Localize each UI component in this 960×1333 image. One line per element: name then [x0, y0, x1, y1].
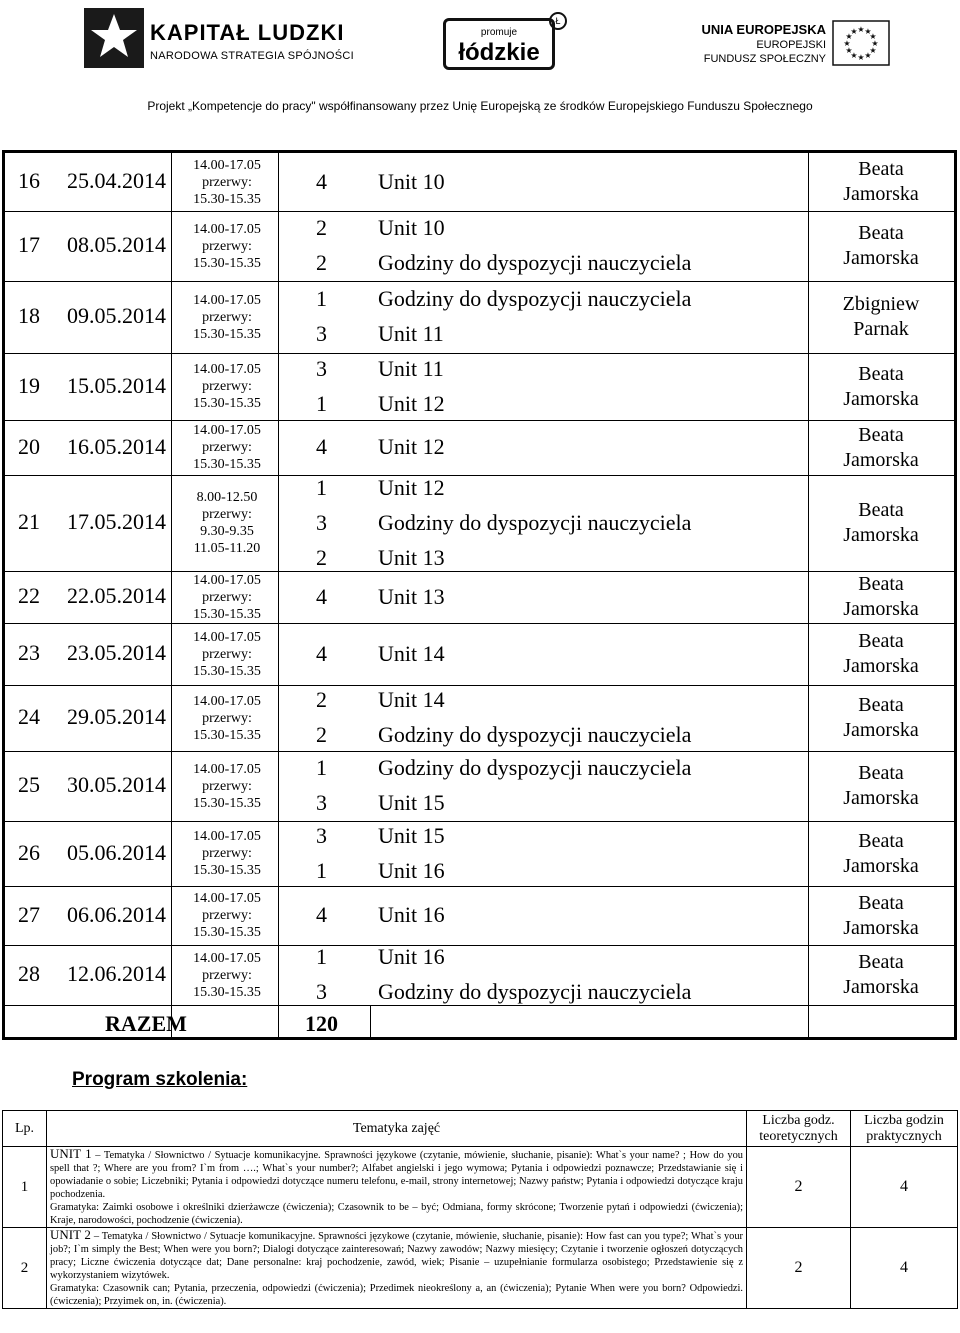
time-line: przerwy:: [202, 908, 252, 923]
time-line: przerwy:: [202, 778, 252, 794]
time-line: 11.05-11.20: [193, 541, 261, 556]
row-topic: Unit 12: [378, 474, 445, 500]
time-line: 14.00-17.05: [193, 761, 261, 777]
total-row-divider: [370, 1005, 371, 1037]
kapital-ludzki-subtitle: NARODOWA STRATEGIA SPÓJNOŚCI: [150, 50, 354, 62]
time-line: przerwy:: [202, 379, 252, 394]
program-unit-title: UNIT 1: [50, 1146, 92, 1161]
program-row-topic: [47, 1228, 747, 1309]
row-date: 08.05.2014: [67, 232, 166, 257]
row-date: 05.06.2014: [67, 839, 166, 865]
row-hours: 1: [316, 474, 327, 500]
program-row-practice: 4: [851, 1147, 958, 1228]
teacher-name-line: Beata: [858, 630, 904, 652]
row-hours: 4: [316, 583, 327, 609]
program-unit-body: – Tematyka / Słownictwo / Sytuacje komunikacyjne. Sprawności językowe (czytanie, mówienie, słuchanie, pisanie): How fast can you type?; What`s your job?; I`m simply the Best; When were you born?; Dialogi dotyczące zainteresowań; Nazwy zawodów; Nazwy miesięcy; Czytanie i tworzenie ogłoszeń dotyczących pracy; Liczne ćwiczenia dotyczące dat; Dane personalne: kraj pochodzenie, zawód, wiek; Pisanie – uzupełnianie formularza osobistego; Przedstawienie się z wykorzystaniem wizytówek.: [50, 1231, 743, 1281]
row-hours: 2: [316, 687, 327, 712]
time-line: 15.30-15.35: [193, 863, 261, 878]
row-topic: Godziny do dyspozycji nauczyciela: [378, 250, 692, 275]
row-hours: 4: [316, 434, 327, 459]
row-hours: 4: [316, 902, 327, 927]
schedule-row: [5, 751, 954, 821]
teacher-name-line: Jamorska: [843, 387, 919, 410]
schedule-row: [5, 945, 954, 1005]
row-number: 20: [18, 433, 40, 459]
eu-flag-icon: [832, 20, 890, 66]
time-line: 14.00-17.05: [193, 423, 261, 438]
time-line: przerwy:: [202, 967, 252, 983]
program-row: [3, 1228, 958, 1309]
time-line: przerwy:: [202, 238, 252, 254]
row-time: [175, 361, 279, 412]
time-line: 15.30-15.35: [193, 326, 261, 342]
row-date: 09.05.2014: [67, 303, 166, 328]
teacher-name-line: Jamorska: [843, 787, 919, 809]
row-teacher: [808, 423, 954, 473]
svg-text:★: ★: [857, 25, 865, 34]
time-line: 14.00-17.05: [193, 157, 261, 173]
row-teacher: [808, 891, 954, 941]
row-topic: Unit 11: [378, 321, 444, 346]
schedule-row: [5, 821, 954, 886]
row-teacher: [808, 829, 954, 879]
time-line: 15.30-15.35: [193, 457, 261, 472]
schedule-row: [5, 420, 954, 475]
row-date: 22.05.2014: [67, 583, 166, 608]
teacher-name-line: Beata: [858, 158, 904, 180]
program-header-theory: Liczba godz. teoretycznych: [747, 1111, 851, 1147]
svg-text:★: ★: [850, 51, 858, 60]
program-row-lp: 2: [3, 1228, 47, 1309]
teacher-name-line: Zbigniew: [842, 293, 920, 315]
row-number: 17: [18, 232, 40, 257]
svg-text:★: ★: [864, 27, 872, 36]
time-line: 14.00-17.05: [193, 292, 261, 308]
row-teacher: [808, 498, 954, 548]
row-hours: 2: [316, 544, 327, 570]
time-line: 14.00-17.05: [193, 693, 261, 709]
program-unit-grammar: Gramatyka: Czasownik can; Pytania, przeczenia, odpowiedzi (ćwiczenia); Przedimek nieokreślony a, an (ćwiczenia); Pytanie When were you born? Odpowiedzi. (ćwiczenia); Przyimek on, in. (ćwiczenia).: [50, 1283, 743, 1307]
time-line: 14.00-17.05: [193, 629, 261, 645]
row-time: [175, 890, 279, 941]
row-time: [175, 761, 279, 812]
eu-line-3: FUNDUSZ SPOŁECZNY: [703, 53, 826, 65]
schedule-row: [5, 153, 954, 211]
row-hours: 2: [316, 250, 327, 275]
teacher-name-line: Beata: [858, 951, 904, 973]
teacher-name-line: Jamorska: [843, 854, 919, 877]
row-time: [175, 157, 279, 208]
row-hours: 3: [316, 509, 327, 535]
row-date: 17.05.2014: [67, 509, 166, 534]
program-row-theory: 2: [747, 1228, 851, 1309]
row-topic: Unit 16: [378, 857, 445, 883]
row-number: 22: [18, 583, 40, 608]
row-time: [175, 292, 279, 343]
teacher-name-line: Beata: [858, 891, 904, 914]
time-line: przerwy:: [202, 174, 252, 190]
time-line: przerwy:: [202, 507, 252, 522]
row-date: 15.05.2014: [67, 372, 166, 398]
kapital-ludzki-logo: [84, 8, 354, 68]
teacher-name-line: Parnak: [853, 318, 909, 340]
row-date: 29.05.2014: [67, 704, 166, 729]
row-teacher: [808, 950, 954, 1000]
row-hours: 1: [316, 390, 327, 416]
row-topic: Unit 14: [378, 640, 445, 666]
teacher-name-line: Jamorska: [843, 916, 919, 939]
svg-text:★: ★: [843, 39, 851, 48]
time-line: 14.00-17.05: [193, 221, 261, 237]
row-topic: Godziny do dyspozycji nauczyciela: [378, 509, 692, 535]
svg-text:★: ★: [845, 46, 853, 55]
row-date: 12.06.2014: [67, 961, 166, 986]
row-topic: Unit 12: [378, 390, 445, 416]
teacher-name-line: Beata: [858, 499, 904, 521]
row-time: [175, 828, 279, 879]
row-hours: 3: [316, 321, 327, 346]
row-time: [175, 629, 279, 680]
row-topic: Unit 16: [378, 944, 445, 969]
schedule-row: [5, 571, 954, 623]
page-header: [0, 0, 960, 125]
program-row-practice: 4: [851, 1228, 958, 1309]
row-number: 27: [18, 901, 40, 927]
row-number: 19: [18, 372, 40, 398]
row-teacher: [808, 221, 954, 271]
time-line: 14.00-17.05: [193, 891, 261, 906]
time-line: 15.30-15.35: [193, 795, 261, 811]
time-line: 9.30-9.35: [200, 524, 254, 539]
lodzkie-logo: [443, 12, 573, 74]
row-topic: Godziny do dyspozycji nauczyciela: [378, 755, 692, 780]
row-topic: Unit 10: [378, 215, 445, 240]
row-number: 28: [18, 961, 40, 986]
row-time: [175, 693, 279, 744]
time-line: 15.30-15.35: [193, 606, 261, 622]
row-topic: Godziny do dyspozycji nauczyciela: [378, 979, 692, 1004]
row-date: 23.05.2014: [67, 640, 166, 665]
svg-text:★: ★: [850, 27, 858, 36]
time-line: 15.30-15.35: [193, 396, 261, 411]
teacher-name-line: Jamorska: [843, 524, 919, 546]
kapital-ludzki-title: KAPITAŁ LUDZKI: [150, 20, 345, 45]
time-line: 15.30-15.35: [193, 191, 261, 207]
program-table: [2, 1110, 958, 1309]
row-hours: 4: [316, 640, 327, 666]
program-unit-body: – Tematyka / Słownictwo / Sytuacje komunikacyjne. Sprawności językowe (czytanie, mówienie, słuchanie, pisanie): What`s your name? ; How do you spell that ?; Where are you from? I`m from ….; What`s your number?; Alfabet angielski i jego wymowa; Pytania i odpowiedzi poznawcze; Przedstawianie się i opowiadanie o sobie; Liczebniki; Pytania i odpowiedzi dotyczące numeru telefonu, e-mail, strony internetowej; Nazwy państw; Pytania i odpowiedzi dotyczące kraju pochodzenia.: [50, 1150, 743, 1200]
row-number: 18: [18, 303, 40, 328]
svg-text:★: ★: [864, 51, 872, 60]
schedule-table: [2, 150, 957, 1040]
program-row-lp: 1: [3, 1147, 47, 1228]
lodzkie-frame: [443, 18, 555, 70]
svg-text:★: ★: [869, 32, 877, 41]
row-number: 21: [18, 509, 40, 534]
time-line: 14.00-17.05: [193, 362, 261, 377]
row-topic: Unit 16: [378, 902, 445, 927]
time-line: 8.00-12.50: [196, 490, 258, 505]
time-line: 14.00-17.05: [193, 829, 261, 844]
time-line: przerwy:: [202, 846, 252, 861]
teacher-name-line: Jamorska: [843, 598, 919, 620]
row-topic: Unit 11: [378, 355, 444, 381]
schedule-row: [5, 685, 954, 751]
row-hours: 3: [316, 790, 327, 815]
program-unit-title: UNIT 2: [50, 1227, 91, 1242]
project-line: Projekt „Kompetencje do pracy" współfinansowany przez Unię Europejską ze środków Europejskiego Funduszu Społecznego: [147, 99, 813, 113]
row-topic: Unit 12: [378, 434, 445, 459]
program-heading: Program szkolenia:: [72, 1069, 248, 1090]
schedule-row: [5, 623, 954, 685]
program-unit-grammar: Gramatyka: Zaimki osobowe i określniki dzierżawcze (ćwiczenia); Czasownik to be – być; Odmiana, formy skrócone; Tworzenie pytań i odpowiedzi (ćwiczenia); Kraje, narodowości, pochodzenie (ćwiczenia).: [50, 1202, 743, 1226]
schedule-row: [5, 353, 954, 420]
time-line: przerwy:: [202, 440, 252, 455]
row-hours: 1: [316, 944, 327, 969]
row-hours: 3: [316, 355, 327, 381]
time-line: 14.00-17.05: [193, 950, 261, 966]
eu-line-2: EUROPEJSKI: [756, 39, 826, 51]
time-line: 14.00-17.05: [193, 572, 261, 588]
teacher-name-line: Jamorska: [843, 976, 919, 998]
time-line: 15.30-15.35: [193, 925, 261, 940]
teacher-name-line: Jamorska: [843, 655, 919, 677]
total-label: RAZEM: [105, 1011, 187, 1036]
teacher-name-line: Jamorska: [843, 719, 919, 741]
row-hours: 2: [316, 722, 327, 747]
row-time: [175, 221, 279, 272]
teacher-name-line: Beata: [858, 423, 904, 446]
row-date: 25.04.2014: [67, 168, 166, 193]
row-teacher: [808, 629, 954, 679]
teacher-name-line: Beata: [858, 573, 904, 595]
lodzkie-big-text: łódzkie: [458, 39, 540, 66]
schedule-row: [5, 211, 954, 281]
time-line: 15.30-15.35: [193, 984, 261, 1000]
teacher-name-line: Jamorska: [843, 247, 919, 269]
row-number: 16: [18, 168, 40, 193]
svg-text:★: ★: [871, 39, 879, 48]
time-line: przerwy:: [202, 646, 252, 662]
program-row-theory: 2: [747, 1147, 851, 1228]
teacher-name-line: Beata: [858, 762, 904, 784]
schedule-row: [5, 475, 954, 571]
svg-text:★: ★: [857, 53, 865, 62]
row-topic: Unit 13: [378, 583, 445, 609]
eu-line-1: UNIA EUROPEJSKA: [701, 22, 826, 37]
time-line: 15.30-15.35: [193, 727, 261, 743]
row-hours: 3: [316, 979, 327, 1004]
eu-logo: [690, 18, 890, 68]
program-header-topic: Tematyka zajęć: [47, 1111, 747, 1147]
program-row: [3, 1147, 958, 1228]
row-hours: 2: [316, 215, 327, 240]
total-row-divider: [278, 1005, 279, 1037]
row-number: 24: [18, 704, 40, 729]
lodzkie-circle-icon: Ł: [549, 12, 567, 30]
svg-text:★: ★: [869, 46, 877, 55]
total-value: 120: [305, 1011, 338, 1036]
program-header-lp: Lp.: [3, 1111, 47, 1147]
time-line: 15.30-15.35: [193, 255, 261, 271]
lodzkie-small-text: promuje: [480, 27, 518, 38]
row-time: [175, 422, 279, 473]
row-hours: 1: [316, 286, 327, 311]
time-line: przerwy:: [202, 309, 252, 325]
kapital-ludzki-emblem-icon: [84, 8, 144, 68]
row-time: [175, 572, 279, 623]
teacher-name-line: Jamorska: [843, 183, 919, 205]
row-hours: 4: [316, 168, 327, 194]
program-header-practice: Liczba godzin praktycznych: [851, 1111, 958, 1147]
teacher-name-line: Beata: [858, 362, 904, 385]
row-teacher: [808, 761, 954, 811]
row-topic: Unit 10: [378, 168, 445, 194]
schedule-row-divider: [5, 1005, 954, 1006]
row-date: 30.05.2014: [67, 772, 166, 797]
row-date: 06.06.2014: [67, 901, 166, 927]
row-topic: Unit 13: [378, 544, 445, 570]
row-hours: 1: [316, 755, 327, 780]
row-topic: Godziny do dyspozycji nauczyciela: [378, 286, 692, 311]
teacher-name-line: Beata: [858, 829, 904, 852]
time-line: przerwy:: [202, 589, 252, 605]
row-time: [175, 950, 279, 1001]
row-time: [175, 489, 279, 557]
row-number: 23: [18, 640, 40, 665]
schedule-row: [5, 281, 954, 353]
schedule-row: [5, 886, 954, 945]
teacher-name-line: Jamorska: [843, 448, 919, 471]
time-line: przerwy:: [202, 710, 252, 726]
program-header-row: [3, 1111, 958, 1147]
row-teacher: [808, 157, 954, 207]
teacher-name-line: Beata: [858, 222, 904, 244]
row-hours: 1: [316, 857, 327, 883]
row-topic: Godziny do dyspozycji nauczyciela: [378, 722, 692, 747]
row-teacher: [808, 292, 954, 342]
row-teacher: [808, 572, 954, 622]
row-topic: Unit 15: [378, 790, 445, 815]
row-hours: 3: [316, 822, 327, 848]
teacher-name-line: Beata: [858, 694, 904, 716]
row-number: 26: [18, 839, 40, 865]
row-number: 25: [18, 772, 40, 797]
row-topic: Unit 15: [378, 822, 445, 848]
row-topic: Unit 14: [378, 687, 445, 712]
row-teacher: [808, 362, 954, 412]
row-date: 16.05.2014: [67, 433, 166, 459]
svg-text:★: ★: [845, 32, 853, 41]
program-row-topic: [47, 1147, 747, 1228]
time-line: 15.30-15.35: [193, 663, 261, 679]
row-teacher: [808, 693, 954, 743]
